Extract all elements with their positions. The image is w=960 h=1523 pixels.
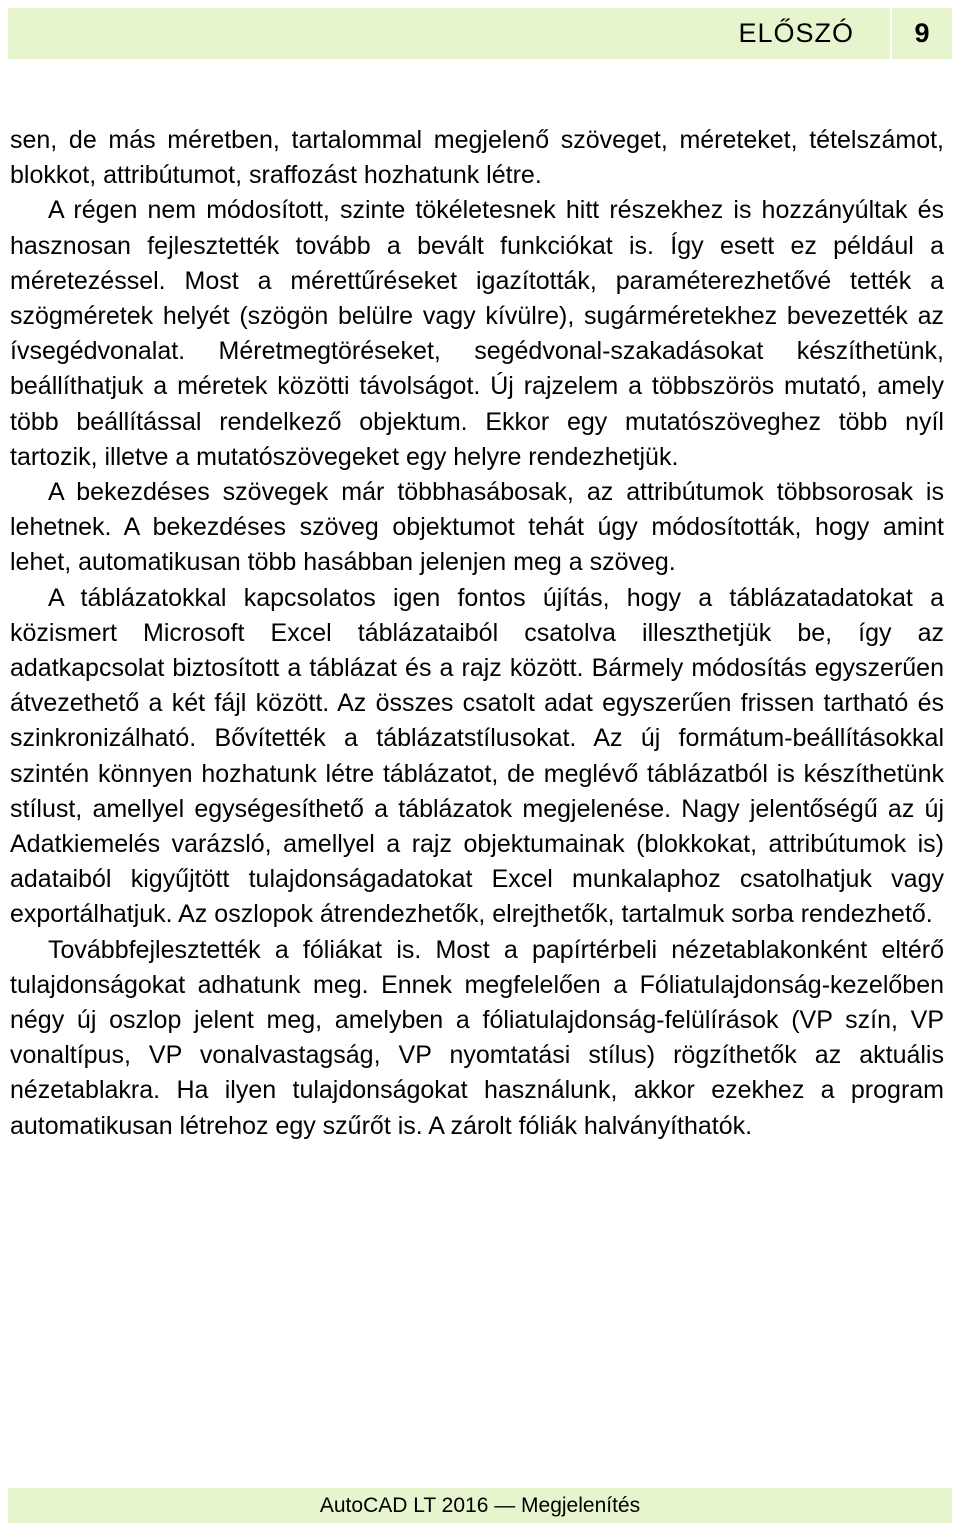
paragraph-dimensioning: A régen nem módosított, szinte tökéletesnek hitt részekhez is hozzányúltak és hasznosan fejlesztették tovább a bevált funkciókat is. Így esett ez például a méretezéssel. Most a mérettűréseket igazították, paraméterezhetővé tették a szögméretek helyét (szögön belülre vagy kívülre), sugárméretekhez bevezették az ívsegédvonalat. Méretmegtöréseket, segédvonal-szakadásokat készíthetünk, beállíthatjuk a méretek közötti távolságot. Új rajzelem a többszörös mutató, amely több beállítással rendelkező objektum. Ekkor egy mutatószöveghez több nyíl tartozik, illetve a mutatószövegeket egy helyre rendezhetjük. [10,196,944,471]
page-footer: AutoCAD LT 2016 — Megjelenítés [8,1488,952,1523]
page-number: 9 [914,18,930,48]
chapter-title: ELŐSZÓ [738,18,854,48]
paragraph-continuation: sen, de más méretben, tartalommal megjelenő szöveget, méreteket, tételszámot, blokkot, attribútumot, sraffozást hozhatunk létre. [10,126,944,190]
paragraph-multiline-text: A bekezdéses szövegek már többhasábosak, az attribútumok többsorosak is lehetnek. A bekezdéses szöveg objektumot tehát úgy módosították, hogy amint lehet, automatikusan több hasábban jelenjen meg a szöveg. [10,478,944,577]
page-header [8,8,952,59]
paragraph-tables: A táblázatokkal kapcsolatos igen fontos újítás, hogy a táblázatadatokat a közismert Microsoft Excel táblázataiból csatolva illeszthetjük be, így az adatkapcsolat biztosított a táblázat és a rajz között. Bármely módosítás egyszerűen átvezethető a két fájl között. Az összes csatolt adat egyszerűen frissen tartható és szinkronizálható. Bővítették a táblázatstílusokat. Az új formátum-beállításokkal szintén könnyen hozhatunk létre táblázatot, de meglévő táblázatból is készíthetünk stílust, amellyel egységesíthető a táblázatok megjelenése. Nagy jelentőségű az új Adatkiemelés varázsló, amellyel a rajz objektumainak (blokkokat, attribútumok is) adataiból kigyűjtött tulajdonságadatokat Excel munkalaphoz csatolhatjuk vagy exportálhatjuk. Az oszlopok átrendezhetők, elrejthetők, tartalmuk sorba rendezhető. [10,583,944,929]
paragraph-layers: Továbbfejlesztették a fóliákat is. Most a papírtérbeli nézetablakonként eltérő tulajdonságokat adhatunk meg. Ennek megfelelően a Fóliatulajdonság-kezelőben négy új oszlop jelent meg, amelyben a fóliatulajdonság-felülírások (VP szín, VP vonaltípus, VP vonalvastagság, VP nyomtatási stílus) rögzíthetők az aktuális nézetablakra. Ha ilyen tulajdonságokat használunk, akkor ezekhez a program automatikusan létrehoz egy szűrőt is. A zárolt fóliák halványíthatók. [10,935,944,1140]
body-text [10,123,944,1144]
